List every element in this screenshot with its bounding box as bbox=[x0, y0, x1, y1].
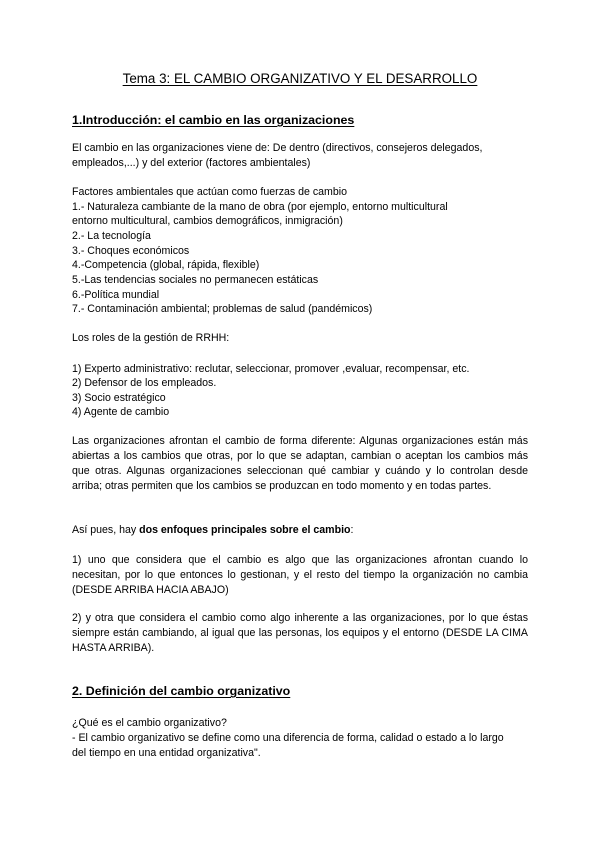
factor-item: 2.- La tecnología bbox=[72, 230, 151, 242]
definition-line-1: - El cambio organizativo se define como una diferencia de forma, calidad o estado a lo largo bbox=[72, 732, 504, 744]
definition-question: ¿Qué es el cambio organizativo? bbox=[72, 717, 227, 729]
role-item: 1) Experto administrativo: reclutar, seleccionar, promover ,evaluar, recompensar, etc. bbox=[72, 363, 470, 375]
factor-item: 1.- Naturaleza cambiante de la mano de obra (por ejemplo, entorno multicultural bbox=[72, 201, 448, 213]
role-item: 4) Agente de cambio bbox=[72, 406, 170, 418]
factor-item: 7.- Contaminación ambiental; problemas de salud (pandémicos) bbox=[72, 303, 373, 315]
factors-intro: Factores ambientales que actúan como fuerzas de cambio bbox=[72, 186, 347, 198]
section1-heading: 1.Introducción: el cambio en las organizaciones bbox=[72, 113, 355, 127]
approach-2-paragraph: 2) y otra que considera el cambio como algo inherente a las organizaciones, por lo que éstas siempre están cambiando, al igual que las personas, los equipos y el entorno (DESDE LA CIMA HASTA ARRIBA). bbox=[72, 612, 528, 654]
intro-line-2: empleados,...) y del exterior (factores ambientales) bbox=[72, 157, 311, 169]
roles-intro: Los roles de la gestión de RRHH: bbox=[72, 332, 230, 344]
approaches-prefix: Así pues, hay bbox=[72, 524, 140, 536]
document-title: Tema 3: EL CAMBIO ORGANIZATIVO Y EL DESARROLLO bbox=[122, 71, 478, 86]
section2-heading: 2. Definición del cambio organizativo bbox=[72, 684, 291, 698]
role-item: 3) Socio estratégico bbox=[72, 392, 166, 404]
organizations-paragraph: Las organizaciones afrontan el cambio de forma diferente: Algunas organizaciones están más abiertas a los cambios que otras, por lo que se adaptan, cambian o aceptan los cambios más que otras. Algunas organizaciones seleccionan qué cambiar y cuándo y lo controlan desde arriba; otras permiten que los cambios se produzcan en todo momento y en todas partes. bbox=[72, 435, 528, 492]
role-item: 2) Defensor de los empleados. bbox=[72, 377, 217, 389]
intro-line-1: El cambio en las organizaciones viene de: De dentro (directivos, consejeros delegados, bbox=[72, 142, 483, 154]
approaches-bold: dos enfoques principales sobre el cambio bbox=[139, 524, 351, 536]
approaches-sentence bbox=[72, 523, 353, 537]
approach-1-paragraph: 1) uno que considera que el cambio es algo que las organizaciones afrontan cuando lo necesitan, por lo que entonces lo gestionan, y el resto del tiempo la organización no cambia (DESDE ARRIBA HACIA ABAJO) bbox=[72, 554, 528, 596]
definition-line-2: del tiempo en una entidad organizativa". bbox=[72, 747, 261, 759]
approaches-suffix: : bbox=[350, 524, 354, 536]
factor-item: 3.- Choques económicos bbox=[72, 245, 190, 257]
factor-item: entorno multicultural, cambios demográficos, inmigración) bbox=[72, 215, 343, 227]
factor-item: 5.-Las tendencias sociales no permanecen estáticas bbox=[72, 274, 319, 286]
factor-item: 4.-Competencia (global, rápida, flexible) bbox=[72, 259, 260, 271]
factor-item: 6.-Política mundial bbox=[72, 289, 160, 301]
